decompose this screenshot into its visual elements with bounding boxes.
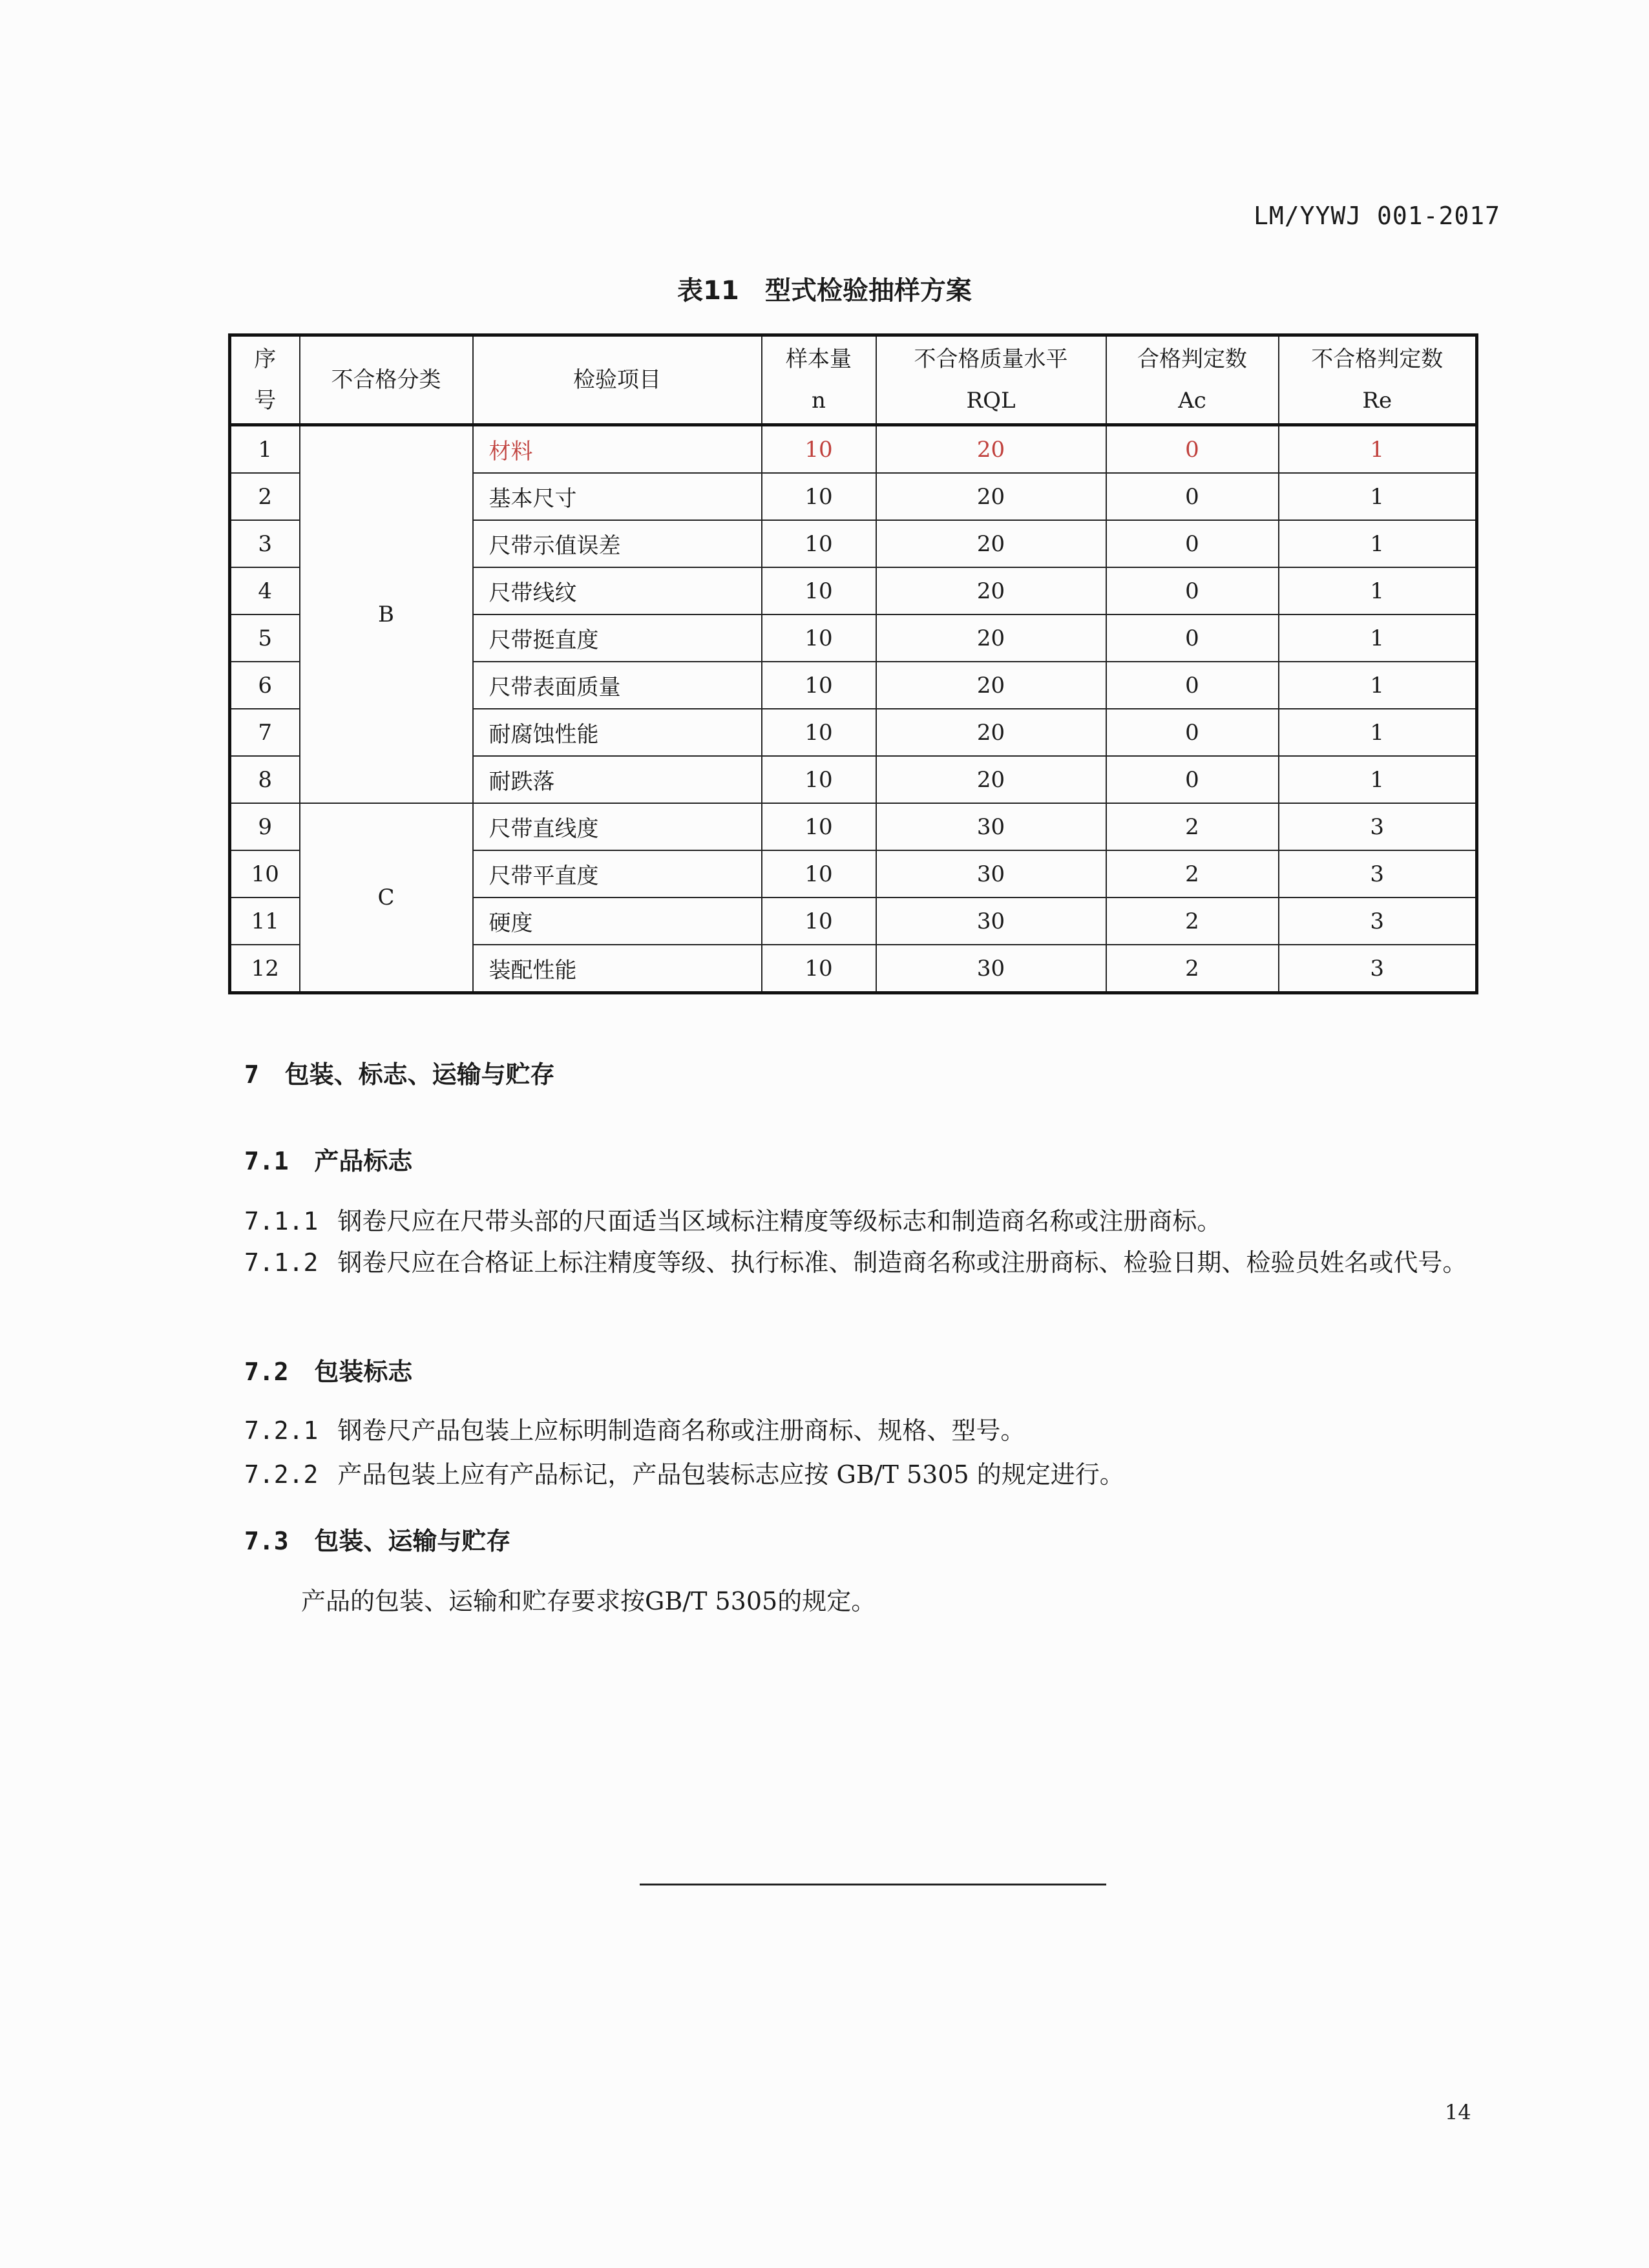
cell-n: 10 bbox=[762, 898, 876, 945]
cell-rql: 30 bbox=[876, 803, 1106, 850]
paragraph-7-2-2: 7.2.2 产品包装上应有产品标记，产品包装标志应按 GB/T 5305 的规定进行。 bbox=[244, 1460, 1124, 1489]
cell-n: 10 bbox=[762, 803, 876, 850]
cell-seq: 4 bbox=[230, 567, 300, 614]
cell-seq: 11 bbox=[230, 898, 300, 945]
table-caption: 型式检验抽样方案 bbox=[764, 276, 972, 306]
cell-item: 耐跌落 bbox=[473, 756, 762, 803]
cell-n: 10 bbox=[762, 520, 876, 567]
cell-n: 10 bbox=[762, 662, 876, 709]
cell-n: 10 bbox=[762, 850, 876, 898]
cell-rql: 30 bbox=[876, 850, 1106, 898]
cell-seq: 8 bbox=[230, 756, 300, 803]
header-sample-size: 样本量 n bbox=[762, 335, 876, 425]
paragraph-7-1-1: 7.1.1 钢卷尺应在尺带头部的尺面适当区域标注精度等级标志和制造商名称或注册商标。 bbox=[244, 1207, 1222, 1235]
cell-item: 装配性能 bbox=[473, 945, 762, 993]
document-code: LM/YYWJ 001-2017 bbox=[1253, 202, 1500, 230]
cell-item: 尺带线纹 bbox=[473, 567, 762, 614]
cell-ac: 0 bbox=[1106, 520, 1279, 567]
header-seq: 序 号 bbox=[230, 335, 300, 425]
cell-ac: 2 bbox=[1106, 945, 1279, 993]
cell-category-c: C bbox=[300, 803, 473, 993]
cell-re: 1 bbox=[1279, 709, 1477, 756]
section-7-1-heading: 7.1 产品标志 bbox=[244, 1147, 413, 1175]
cell-re: 3 bbox=[1279, 803, 1477, 850]
cell-re: 1 bbox=[1279, 567, 1477, 614]
header-ac: 合格判定数 Ac bbox=[1106, 335, 1279, 425]
header-rql: 不合格质量水平 RQL bbox=[876, 335, 1106, 425]
cell-ac: 0 bbox=[1106, 709, 1279, 756]
cell-rql: 30 bbox=[876, 898, 1106, 945]
cell-rql: 20 bbox=[876, 662, 1106, 709]
cell-ac: 2 bbox=[1106, 803, 1279, 850]
table-title bbox=[0, 270, 1649, 307]
section-7-2-heading: 7.2 包装标志 bbox=[244, 1358, 413, 1386]
cell-item: 基本尺寸 bbox=[473, 473, 762, 520]
cell-ac: 0 bbox=[1106, 614, 1279, 662]
cell-re: 3 bbox=[1279, 898, 1477, 945]
cell-rql: 20 bbox=[876, 473, 1106, 520]
cell-item: 尺带挺直度 bbox=[473, 614, 762, 662]
cell-ac: 0 bbox=[1106, 662, 1279, 709]
cell-re: 3 bbox=[1279, 945, 1477, 993]
cell-n: 10 bbox=[762, 473, 876, 520]
cell-item: 材料 bbox=[473, 425, 762, 474]
cell-item: 尺带直线度 bbox=[473, 803, 762, 850]
cell-re: 3 bbox=[1279, 850, 1477, 898]
cell-seq: 3 bbox=[230, 520, 300, 567]
table-row bbox=[230, 425, 1477, 474]
section-7-3-heading: 7.3 包装、运输与贮存 bbox=[244, 1527, 511, 1555]
cell-item: 硬度 bbox=[473, 898, 762, 945]
cell-ac: 2 bbox=[1106, 898, 1279, 945]
cell-item: 尺带平直度 bbox=[473, 850, 762, 898]
cell-rql: 20 bbox=[876, 756, 1106, 803]
cell-item: 耐腐蚀性能 bbox=[473, 709, 762, 756]
cell-re: 1 bbox=[1279, 756, 1477, 803]
cell-re: 1 bbox=[1279, 614, 1477, 662]
cell-rql: 20 bbox=[876, 709, 1106, 756]
cell-rql: 30 bbox=[876, 945, 1106, 993]
cell-item: 尺带示值误差 bbox=[473, 520, 762, 567]
cell-n: 10 bbox=[762, 567, 876, 614]
paragraph-7-3: 产品的包装、运输和贮存要求按GB/T 5305的规定。 bbox=[301, 1587, 876, 1615]
cell-rql: 20 bbox=[876, 520, 1106, 567]
cell-ac: 2 bbox=[1106, 850, 1279, 898]
cell-seq: 6 bbox=[230, 662, 300, 709]
header-item: 检验项目 bbox=[473, 335, 762, 425]
cell-n: 10 bbox=[762, 945, 876, 993]
cell-seq: 12 bbox=[230, 945, 300, 993]
cell-seq: 10 bbox=[230, 850, 300, 898]
section-7-heading: 7 包装、标志、运输与贮存 bbox=[244, 1060, 555, 1089]
cell-rql: 20 bbox=[876, 567, 1106, 614]
cell-n: 10 bbox=[762, 756, 876, 803]
cell-seq: 1 bbox=[230, 425, 300, 474]
table-header-row bbox=[230, 335, 1477, 425]
cell-rql: 20 bbox=[876, 614, 1106, 662]
paragraph-7-1-2: 7.1.2 钢卷尺应在合格证上标注精度等级、执行标准、制造商名称或注册商标、检验日期、检验员姓名或代号。 bbox=[244, 1248, 1467, 1277]
cell-item: 尺带表面质量 bbox=[473, 662, 762, 709]
cell-re: 1 bbox=[1279, 473, 1477, 520]
cell-seq: 5 bbox=[230, 614, 300, 662]
cell-n: 10 bbox=[762, 709, 876, 756]
cell-seq: 2 bbox=[230, 473, 300, 520]
cell-ac: 0 bbox=[1106, 567, 1279, 614]
header-re: 不合格判定数 Re bbox=[1279, 335, 1477, 425]
cell-ac: 0 bbox=[1106, 473, 1279, 520]
table-number: 表11 bbox=[677, 276, 739, 306]
cell-seq: 7 bbox=[230, 709, 300, 756]
cell-n: 10 bbox=[762, 425, 876, 474]
cell-rql: 20 bbox=[876, 425, 1106, 474]
cell-ac: 0 bbox=[1106, 425, 1279, 474]
cell-category-b: B bbox=[300, 425, 473, 804]
cell-n: 10 bbox=[762, 614, 876, 662]
header-category: 不合格分类 bbox=[300, 335, 473, 425]
end-rule bbox=[640, 1884, 1106, 1885]
cell-ac: 0 bbox=[1106, 756, 1279, 803]
sampling-plan-table bbox=[228, 333, 1478, 994]
cell-re: 1 bbox=[1279, 425, 1477, 474]
page-number: 14 bbox=[1445, 2100, 1471, 2125]
table-row bbox=[230, 803, 1477, 850]
cell-re: 1 bbox=[1279, 520, 1477, 567]
cell-re: 1 bbox=[1279, 662, 1477, 709]
paragraph-7-2-1: 7.2.1 钢卷尺产品包装上应标明制造商名称或注册商标、规格、型号。 bbox=[244, 1416, 1025, 1445]
cell-seq: 9 bbox=[230, 803, 300, 850]
